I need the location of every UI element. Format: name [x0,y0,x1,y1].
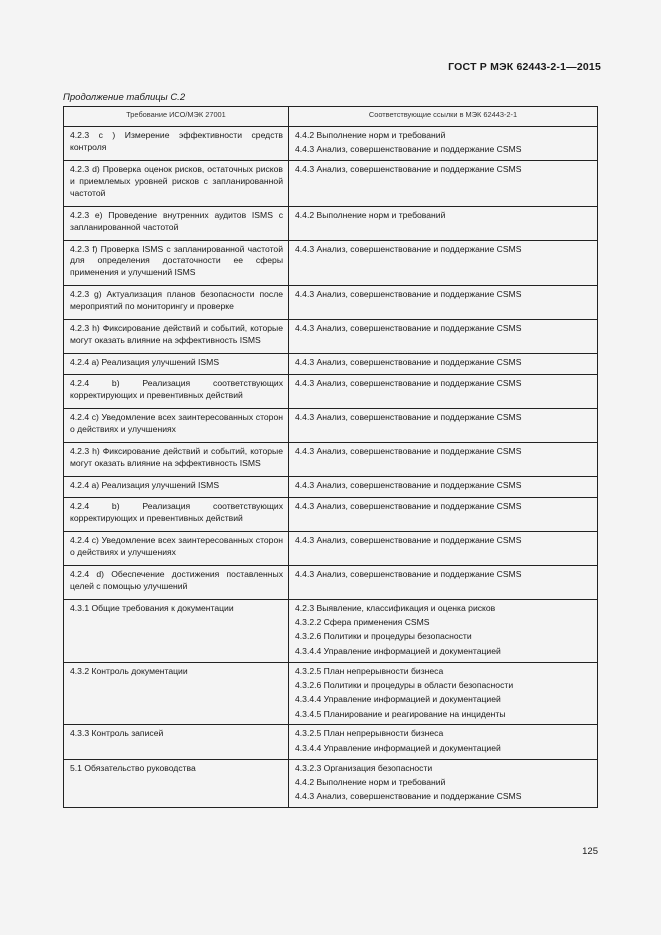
table-row [64,206,598,240]
requirement-cell: 4.2.3 d) Проверка оценок рисков, остаточных рисков и приемлемых уровней рисков с запланированной частотой [64,161,289,207]
requirement-cell: 4.2.4 b) Реализация соответствующих корректирующих и превентивных действий [64,498,289,532]
references-cell [289,127,598,161]
table-row [64,532,598,566]
reference-item: 4.4.3 Анализ, совершенствование и поддержание CSMS [295,289,522,300]
table-row [64,476,598,498]
requirement-cell: 4.2.3 h) Фиксирование действий и событий, которые могут оказать влияние на эффективность ISMS [64,319,289,353]
references-cell [289,476,598,498]
column-header-references: Соответствующие ссылки в МЭК 62443-2-1 [289,107,598,127]
references-cell [289,286,598,320]
reference-item: 4.4.2 Выполнение норм и требований [295,209,446,220]
references-cell [289,498,598,532]
table-row [64,725,598,759]
requirement-cell: 4.2.3 g) Актуализация планов безопасности после мероприятий по мониторингу и проверке [64,286,289,320]
table-row [64,565,598,599]
references-cell [289,599,598,662]
table-row [64,442,598,476]
references-cell [289,725,598,759]
table-row [64,375,598,409]
reference-item: 4.4.2 Выполнение норм и требований [295,777,446,788]
reference-item: 4.4.3 Анализ, совершенствование и поддержание CSMS [295,445,522,456]
requirement-cell: 4.3.2 Контроль документации [64,662,289,725]
reference-item: 4.4.3 Анализ, совершенствование и поддержание CSMS [295,378,522,389]
reference-item: 4.4.3 Анализ, совершенствование и поддержание CSMS [295,501,522,512]
references-cell [289,375,598,409]
table-row [64,161,598,207]
requirement-cell: 4.2.4 a) Реализация улучшений ISMS [64,476,289,498]
references-cell [289,532,598,566]
correspondence-table [63,106,598,808]
reference-item: 4.4.3 Анализ, совершенствование и поддержание CSMS [295,164,522,175]
reference-item: 4.3.2.5 План непрерывности бизнеса [295,665,444,676]
references-cell [289,161,598,207]
requirement-cell: 4.2.4 c) Уведомление всех заинтересованных сторон о действиях и улучшениях [64,409,289,443]
reference-item: 4.4.3 Анализ, совершенствование и поддержание CSMS [295,791,522,802]
table-caption: Продолжение таблицы С.2 [63,92,186,103]
reference-item: 4.4.3 Анализ, совершенствование и поддержание CSMS [295,479,522,490]
references-cell [289,442,598,476]
references-cell [289,319,598,353]
references-cell [289,353,598,375]
reference-item: 4.3.2.6 Политики и процедуры безопасности [295,631,472,642]
reference-item: 4.3.2.3 Организация безопасности [295,762,433,773]
table-row [64,319,598,353]
page-number: 125 [582,846,598,857]
table-row [64,353,598,375]
requirement-cell: 4.3.3 Контроль записей [64,725,289,759]
table-row [64,498,598,532]
requirement-cell: 4.2.4 b) Реализация соответствующих корректирующих и превентивных действий [64,375,289,409]
references-cell [289,409,598,443]
reference-item: 4.3.2.5 План непрерывности бизнеса [295,728,444,739]
requirement-cell: 4.2.3 c ) Измерение эффективности средств контроля [64,127,289,161]
requirement-cell: 4.2.3 f) Проверка ISMS с запланированной частотой для определения достаточности ее сферы применения и улучшений ISMS [64,240,289,286]
references-cell [289,759,598,808]
reference-item: 4.3.4.5 Планирование и реагирование на инциденты [295,708,506,719]
table-row [64,599,598,662]
reference-item: 4.4.3 Анализ, совершенствование и поддержание CSMS [295,568,522,579]
reference-item: 4.3.4.4 Управление информацией и документацией [295,645,501,656]
requirement-cell: 4.2.3 h) Фиксирование действий и событий, которые могут оказать влияние на эффективность ISMS [64,442,289,476]
table-body [64,127,598,808]
references-cell [289,240,598,286]
references-cell [289,565,598,599]
document-standard-header: ГОСТ Р МЭК 62443-2-1—2015 [448,61,601,73]
requirement-cell: 4.3.1 Общие требования к документации [64,599,289,662]
requirement-cell: 4.2.4 a) Реализация улучшений ISMS [64,353,289,375]
reference-item: 4.4.3 Анализ, совершенствование и поддержание CSMS [295,535,522,546]
reference-item: 4.3.2.6 Политики и процедуры в области безопасности [295,679,514,690]
reference-item: 4.4.3 Анализ, совершенствование и поддержание CSMS [295,243,522,254]
reference-item: 4.4.3 Анализ, совершенствование и поддержание CSMS [295,144,522,155]
table-row [64,759,598,808]
reference-item: 4.4.3 Анализ, совершенствование и поддержание CSMS [295,412,522,423]
requirement-cell: 4.2.4 c) Уведомление всех заинтересованных сторон о действиях и улучшениях [64,532,289,566]
table-header-row [64,107,598,127]
reference-item: 4.4.3 Анализ, совершенствование и поддержание CSMS [295,356,522,367]
reference-item: 4.3.4.4 Управление информацией и документацией [295,742,501,753]
table-row [64,662,598,725]
references-cell [289,206,598,240]
requirement-cell: 4.2.3 e) Проведение внутренних аудитов ISMS с запланированной частотой [64,206,289,240]
references-cell [289,662,598,725]
table-row [64,409,598,443]
requirement-cell: 4.2.4 d) Обеспечение достижения поставленных целей с помощью улучшений [64,565,289,599]
table-row [64,127,598,161]
reference-item: 4.4.2 Выполнение норм и требований [295,130,446,140]
reference-item: 4.2.3 Выявление, классификация и оценка рисков [295,602,496,613]
column-header-requirement: Требование ИСО/МЭК 27001 [64,107,289,127]
reference-item: 4.4.3 Анализ, совершенствование и поддержание CSMS [295,322,522,333]
reference-item: 4.3.4.4 Управление информацией и документацией [295,694,501,705]
table-row [64,286,598,320]
table-row [64,240,598,286]
reference-item: 4.3.2.2 Сфера применения CSMS [295,616,430,627]
requirement-cell: 5.1 Обязательство руководства [64,759,289,808]
